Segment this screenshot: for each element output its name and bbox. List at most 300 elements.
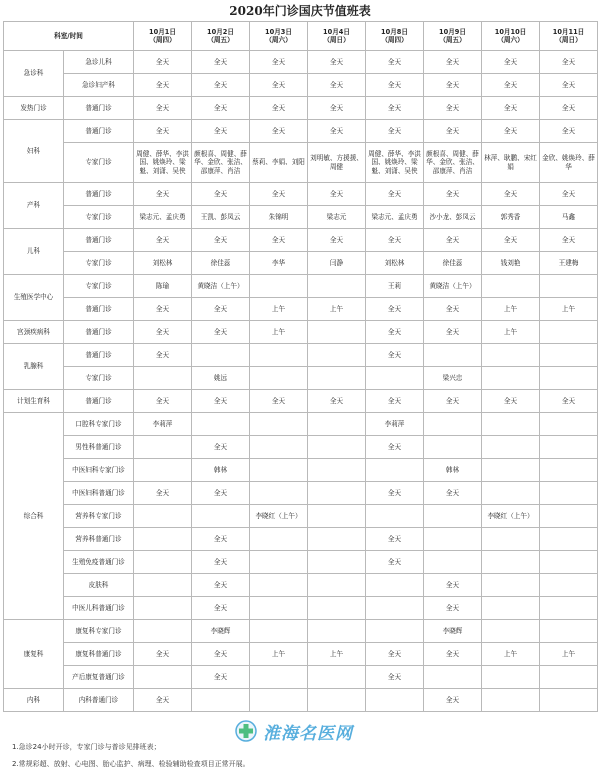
clinic-cell: 皮肤科 xyxy=(64,574,134,597)
shift-cell xyxy=(308,597,366,620)
table-row xyxy=(4,597,598,620)
table-row xyxy=(4,620,598,643)
shift-cell: 全天 xyxy=(482,390,540,413)
weekday-label: （周五） xyxy=(439,36,466,44)
shift-cell xyxy=(540,436,598,459)
shift-cell: 金欣、姚焕玲、薛华 xyxy=(540,143,598,183)
department-cell: 儿科 xyxy=(4,229,64,275)
clinic-cell: 中医妇科普通门诊 xyxy=(64,482,134,505)
shift-cell: 梁志元 xyxy=(308,206,366,229)
shift-cell: 全天 xyxy=(308,390,366,413)
shift-cell: 全天 xyxy=(424,298,482,321)
shift-cell: 黄晓洁（上午） xyxy=(424,275,482,298)
shift-cell xyxy=(424,413,482,436)
clinic-cell: 普通门诊 xyxy=(64,344,134,367)
shift-cell: 上午 xyxy=(540,643,598,666)
date-label: 10月8日 xyxy=(381,27,408,36)
shift-cell: 李晓红（上午） xyxy=(250,505,308,528)
shift-cell: 王莉 xyxy=(366,275,424,298)
table-row xyxy=(4,298,598,321)
table-row xyxy=(4,505,598,528)
clinic-cell: 营养科专家门诊 xyxy=(64,505,134,528)
shift-cell: 全天 xyxy=(308,51,366,74)
table-row xyxy=(4,321,598,344)
shift-cell: 全天 xyxy=(192,390,250,413)
clinic-cell: 急诊儿科 xyxy=(64,51,134,74)
shift-cell xyxy=(482,551,540,574)
date-header xyxy=(250,22,308,51)
note-line: 2.常规彩超、放射、心电图、胎心监护、病理、检验辅助检查项目正常开展。 xyxy=(12,760,250,768)
shift-cell: 马鑫 xyxy=(540,206,598,229)
shift-cell: 上午 xyxy=(250,321,308,344)
date-label: 10月3日 xyxy=(265,27,292,36)
shift-cell: 上午 xyxy=(482,321,540,344)
shift-cell xyxy=(540,344,598,367)
table-row xyxy=(4,252,598,275)
shift-cell: 全天 xyxy=(192,482,250,505)
shift-cell: 颜根喜、周健、薛华、金欣、张洁、邵康萍、肖洁 xyxy=(192,143,250,183)
shift-cell: 全天 xyxy=(482,97,540,120)
shift-cell: 全天 xyxy=(366,74,424,97)
shift-cell: 全天 xyxy=(192,51,250,74)
shift-cell xyxy=(250,666,308,689)
shift-cell xyxy=(482,344,540,367)
shift-cell: 周健、薛华、李洪国、姚焕玲、梁魁、刘潇、吴侠 xyxy=(366,143,424,183)
shift-cell: 全天 xyxy=(366,120,424,143)
shift-cell: 全天 xyxy=(134,183,192,206)
table-row xyxy=(4,206,598,229)
shift-cell: 全天 xyxy=(308,97,366,120)
clinic-cell: 专家门诊 xyxy=(64,275,134,298)
department-cell: 生殖医学中心 xyxy=(4,275,64,321)
shift-cell xyxy=(250,367,308,390)
shift-cell: 全天 xyxy=(366,321,424,344)
table-row xyxy=(4,643,598,666)
clinic-cell: 普通门诊 xyxy=(64,183,134,206)
shift-cell: 全天 xyxy=(424,321,482,344)
shift-cell xyxy=(540,482,598,505)
shift-cell: 全天 xyxy=(424,689,482,712)
shift-cell xyxy=(308,459,366,482)
shift-cell xyxy=(250,574,308,597)
shift-cell xyxy=(482,666,540,689)
shift-cell xyxy=(366,505,424,528)
shift-cell: 全天 xyxy=(366,390,424,413)
shift-cell xyxy=(540,666,598,689)
shift-cell: 李晓辉 xyxy=(192,620,250,643)
table-row xyxy=(4,183,598,206)
shift-cell: 上午 xyxy=(308,298,366,321)
shift-cell xyxy=(482,436,540,459)
shift-cell: 上午 xyxy=(540,298,598,321)
shift-cell xyxy=(250,528,308,551)
table-row xyxy=(4,574,598,597)
shift-cell: 韩林 xyxy=(192,459,250,482)
shift-cell: 林萍、耿鹏、宋红娟 xyxy=(482,143,540,183)
shift-cell: 徐佳蕊 xyxy=(424,252,482,275)
shift-cell: 全天 xyxy=(366,97,424,120)
weekday-label: （周四） xyxy=(381,36,408,44)
date-label: 10月2日 xyxy=(207,27,234,36)
date-header xyxy=(424,22,482,51)
shift-cell xyxy=(482,689,540,712)
department-cell: 急诊科 xyxy=(4,51,64,97)
clinic-cell: 男性科普通门诊 xyxy=(64,436,134,459)
shift-cell: 全天 xyxy=(192,321,250,344)
department-cell: 产科 xyxy=(4,183,64,229)
shift-cell: 全天 xyxy=(308,74,366,97)
shift-cell: 全天 xyxy=(424,229,482,252)
shift-cell xyxy=(482,620,540,643)
clinic-cell: 康复科普通门诊 xyxy=(64,643,134,666)
shift-cell xyxy=(540,574,598,597)
shift-cell: 全天 xyxy=(134,229,192,252)
shift-cell xyxy=(308,436,366,459)
shift-cell: 全天 xyxy=(192,74,250,97)
shift-cell xyxy=(540,321,598,344)
date-header xyxy=(366,22,424,51)
shift-cell xyxy=(424,505,482,528)
shift-cell: 全天 xyxy=(192,229,250,252)
shift-cell: 全天 xyxy=(134,689,192,712)
watermark xyxy=(235,716,405,746)
clinic-cell: 急诊妇产科 xyxy=(64,74,134,97)
clinic-cell: 专家门诊 xyxy=(64,206,134,229)
shift-cell xyxy=(424,344,482,367)
shift-cell: 全天 xyxy=(482,183,540,206)
shift-cell: 上午 xyxy=(250,298,308,321)
shift-cell: 全天 xyxy=(192,183,250,206)
shift-cell: 全天 xyxy=(424,183,482,206)
table-row xyxy=(4,120,598,143)
shift-cell: 全天 xyxy=(366,436,424,459)
date-label: 10月10日 xyxy=(494,27,527,36)
shift-cell: 全天 xyxy=(540,97,598,120)
department-cell: 乳腺科 xyxy=(4,344,64,390)
shift-cell: 梁志元、孟庆勇 xyxy=(366,206,424,229)
watermark-text: 淮海名医网 xyxy=(263,723,353,744)
shift-cell: 全天 xyxy=(192,551,250,574)
shift-cell xyxy=(424,436,482,459)
shift-cell xyxy=(482,459,540,482)
shift-cell: 李晓红（上午） xyxy=(482,505,540,528)
shift-cell: 陈瑜 xyxy=(134,275,192,298)
weekday-label: （周五） xyxy=(207,36,234,44)
shift-cell xyxy=(308,275,366,298)
shift-cell: 刘明敏、方援援、周健 xyxy=(308,143,366,183)
shift-cell: 李华 xyxy=(250,252,308,275)
shift-cell: 全天 xyxy=(308,229,366,252)
shift-cell xyxy=(308,482,366,505)
clinic-cell: 内科普通门诊 xyxy=(64,689,134,712)
shift-cell: 全天 xyxy=(250,97,308,120)
shift-cell: 全天 xyxy=(424,120,482,143)
date-header xyxy=(482,22,540,51)
shift-cell xyxy=(134,597,192,620)
department-cell: 妇科 xyxy=(4,120,64,183)
shift-cell: 李莉萍 xyxy=(366,413,424,436)
shift-cell: 全天 xyxy=(366,229,424,252)
clinic-cell: 普通门诊 xyxy=(64,298,134,321)
shift-cell xyxy=(482,413,540,436)
shift-cell: 全天 xyxy=(192,574,250,597)
shift-cell xyxy=(250,689,308,712)
shift-cell: 全天 xyxy=(366,51,424,74)
date-header xyxy=(540,22,598,51)
table-row xyxy=(4,390,598,413)
shift-cell xyxy=(134,551,192,574)
shift-cell xyxy=(482,574,540,597)
shift-cell xyxy=(540,459,598,482)
shift-cell: 王建梅 xyxy=(540,252,598,275)
shift-cell: 全天 xyxy=(366,482,424,505)
header-row xyxy=(4,22,598,51)
duty-schedule-table xyxy=(3,21,598,712)
table-row xyxy=(4,528,598,551)
date-label: 10月11日 xyxy=(552,27,585,36)
shift-cell: 上午 xyxy=(482,643,540,666)
shift-cell: 全天 xyxy=(424,574,482,597)
date-header xyxy=(192,22,250,51)
shift-cell xyxy=(250,459,308,482)
clinic-cell: 生殖免疫普通门诊 xyxy=(64,551,134,574)
shift-cell: 梁兴忠 xyxy=(424,367,482,390)
shift-cell xyxy=(424,666,482,689)
shift-cell xyxy=(308,620,366,643)
clinic-cell: 专家门诊 xyxy=(64,252,134,275)
table-row xyxy=(4,482,598,505)
page-title: 2020年门诊国庆节值班表 xyxy=(229,4,371,18)
shift-cell xyxy=(192,505,250,528)
table-row xyxy=(4,74,598,97)
department-cell: 发热门诊 xyxy=(4,97,64,120)
shift-cell xyxy=(134,574,192,597)
shift-cell: 全天 xyxy=(192,643,250,666)
shift-cell: 全天 xyxy=(134,51,192,74)
clinic-cell: 口腔科专家门诊 xyxy=(64,413,134,436)
shift-cell xyxy=(308,505,366,528)
shift-cell: 全天 xyxy=(482,74,540,97)
shift-cell: 刘松林 xyxy=(366,252,424,275)
shift-cell xyxy=(250,413,308,436)
weekday-label: （周六） xyxy=(497,36,524,44)
shift-cell xyxy=(308,689,366,712)
shift-cell: 全天 xyxy=(424,597,482,620)
shift-cell: 全天 xyxy=(424,482,482,505)
shift-cell: 全天 xyxy=(192,666,250,689)
shift-cell: 全天 xyxy=(482,51,540,74)
clinic-cell: 中医妇科专家门诊 xyxy=(64,459,134,482)
shift-cell: 全天 xyxy=(134,390,192,413)
shift-cell xyxy=(540,551,598,574)
table-row xyxy=(4,97,598,120)
shift-cell xyxy=(308,666,366,689)
clinic-cell: 专家门诊 xyxy=(64,143,134,183)
shift-cell: 沙小龙、彭凤云 xyxy=(424,206,482,229)
department-cell: 康复科 xyxy=(4,620,64,689)
department-cell: 宫颈疾病科 xyxy=(4,321,64,344)
shift-cell: 闫静 xyxy=(308,252,366,275)
shift-cell xyxy=(366,620,424,643)
shift-cell: 全天 xyxy=(250,51,308,74)
shift-cell xyxy=(134,436,192,459)
date-label: 10月1日 xyxy=(149,27,176,36)
weekday-label: （周日） xyxy=(323,36,350,44)
shift-cell: 全天 xyxy=(134,321,192,344)
clinic-cell: 康复科专家门诊 xyxy=(64,620,134,643)
shift-cell: 韩林 xyxy=(424,459,482,482)
weekday-label: （周四） xyxy=(149,36,176,44)
shift-cell xyxy=(482,482,540,505)
shift-cell: 上午 xyxy=(250,643,308,666)
clinic-cell: 专家门诊 xyxy=(64,367,134,390)
shift-cell: 全天 xyxy=(250,183,308,206)
shift-cell: 全天 xyxy=(134,482,192,505)
table-row xyxy=(4,344,598,367)
shift-cell: 黄晓洁（上午） xyxy=(192,275,250,298)
shift-cell xyxy=(366,367,424,390)
shift-cell: 全天 xyxy=(366,643,424,666)
shift-cell: 李晓辉 xyxy=(424,620,482,643)
table-row xyxy=(4,436,598,459)
shift-cell: 朱锦明 xyxy=(250,206,308,229)
clinic-cell: 中医儿科普通门诊 xyxy=(64,597,134,620)
department-cell: 综合科 xyxy=(4,413,64,620)
shift-cell: 全天 xyxy=(192,597,250,620)
shift-cell xyxy=(308,321,366,344)
shift-cell: 蔡莉、李娟、刘阳 xyxy=(250,143,308,183)
shift-cell: 全天 xyxy=(366,666,424,689)
weekday-label: （周日） xyxy=(555,36,582,44)
shift-cell: 梁志元、孟庆勇 xyxy=(134,206,192,229)
shift-cell xyxy=(134,528,192,551)
shift-cell: 全天 xyxy=(134,344,192,367)
shift-cell xyxy=(540,367,598,390)
shift-cell: 全天 xyxy=(540,120,598,143)
table-row xyxy=(4,551,598,574)
shift-cell xyxy=(308,367,366,390)
shift-cell xyxy=(424,551,482,574)
shift-cell: 全天 xyxy=(540,74,598,97)
shift-cell xyxy=(308,528,366,551)
shift-cell xyxy=(134,666,192,689)
corner-header: 科室/时间 xyxy=(4,22,134,51)
shift-cell xyxy=(366,574,424,597)
shift-cell xyxy=(250,597,308,620)
date-header xyxy=(134,22,192,51)
shift-cell xyxy=(366,459,424,482)
shift-cell: 全天 xyxy=(192,528,250,551)
clinic-cell: 普通门诊 xyxy=(64,229,134,252)
shift-cell xyxy=(308,344,366,367)
shift-cell xyxy=(250,275,308,298)
shift-cell: 上午 xyxy=(308,643,366,666)
shift-cell: 全天 xyxy=(250,229,308,252)
shift-cell: 全天 xyxy=(250,74,308,97)
clinic-cell: 营养科普通门诊 xyxy=(64,528,134,551)
table-row xyxy=(4,367,598,390)
clinic-cell: 普通门诊 xyxy=(64,321,134,344)
shift-cell: 王凯、彭凤云 xyxy=(192,206,250,229)
shift-cell xyxy=(192,344,250,367)
shift-cell: 全天 xyxy=(308,183,366,206)
shift-cell xyxy=(308,413,366,436)
weekday-label: （周六） xyxy=(265,36,292,44)
shift-cell xyxy=(192,413,250,436)
shift-cell xyxy=(540,413,598,436)
shift-cell xyxy=(366,689,424,712)
clinic-cell: 普通门诊 xyxy=(64,390,134,413)
shift-cell xyxy=(540,275,598,298)
shift-cell xyxy=(134,367,192,390)
shift-cell: 全天 xyxy=(540,183,598,206)
shift-cell: 全天 xyxy=(134,298,192,321)
shift-cell: 上午 xyxy=(482,298,540,321)
table-row xyxy=(4,413,598,436)
date-header xyxy=(308,22,366,51)
shift-cell: 全天 xyxy=(540,229,598,252)
shift-cell: 全天 xyxy=(308,120,366,143)
shift-cell xyxy=(540,597,598,620)
shift-cell: 全天 xyxy=(134,74,192,97)
shift-cell: 全天 xyxy=(366,551,424,574)
shift-cell xyxy=(482,367,540,390)
table-row xyxy=(4,666,598,689)
clinic-cell: 产后康复普通门诊 xyxy=(64,666,134,689)
shift-cell: 全天 xyxy=(134,120,192,143)
shift-cell xyxy=(424,528,482,551)
shift-cell: 全天 xyxy=(424,390,482,413)
shift-cell: 全天 xyxy=(366,344,424,367)
shift-cell: 全天 xyxy=(424,97,482,120)
shift-cell xyxy=(308,574,366,597)
shift-cell: 全天 xyxy=(192,120,250,143)
shift-cell: 全天 xyxy=(134,643,192,666)
table-row xyxy=(4,275,598,298)
department-cell: 内科 xyxy=(4,689,64,712)
shift-cell: 全天 xyxy=(250,120,308,143)
shift-cell xyxy=(482,597,540,620)
note-line: 1.急诊24小时开诊，专家门诊与普诊见排班表； xyxy=(12,743,161,751)
shift-cell: 全天 xyxy=(366,528,424,551)
shift-cell: 郭秀香 xyxy=(482,206,540,229)
department-cell: 计划生育科 xyxy=(4,390,64,413)
shift-cell xyxy=(540,528,598,551)
clinic-cell: 普通门诊 xyxy=(64,120,134,143)
shift-cell: 全天 xyxy=(424,643,482,666)
shift-cell xyxy=(482,275,540,298)
table-row xyxy=(4,459,598,482)
shift-cell: 全天 xyxy=(424,51,482,74)
shift-cell: 颜根喜、周健、薛华、金欣、张洁、邵康萍、肖洁 xyxy=(424,143,482,183)
notes xyxy=(12,739,250,773)
table-row xyxy=(4,51,598,74)
clinic-cell: 普通门诊 xyxy=(64,97,134,120)
shift-cell xyxy=(250,436,308,459)
shift-cell xyxy=(540,505,598,528)
table-row xyxy=(4,143,598,183)
shift-cell xyxy=(308,551,366,574)
shift-cell: 全天 xyxy=(366,298,424,321)
shift-cell xyxy=(250,344,308,367)
shift-cell: 全天 xyxy=(192,298,250,321)
shift-cell: 刘松林 xyxy=(134,252,192,275)
shift-cell: 全天 xyxy=(482,120,540,143)
shift-cell: 全天 xyxy=(482,229,540,252)
shift-cell xyxy=(250,551,308,574)
shift-cell: 全天 xyxy=(192,436,250,459)
shift-cell xyxy=(540,620,598,643)
